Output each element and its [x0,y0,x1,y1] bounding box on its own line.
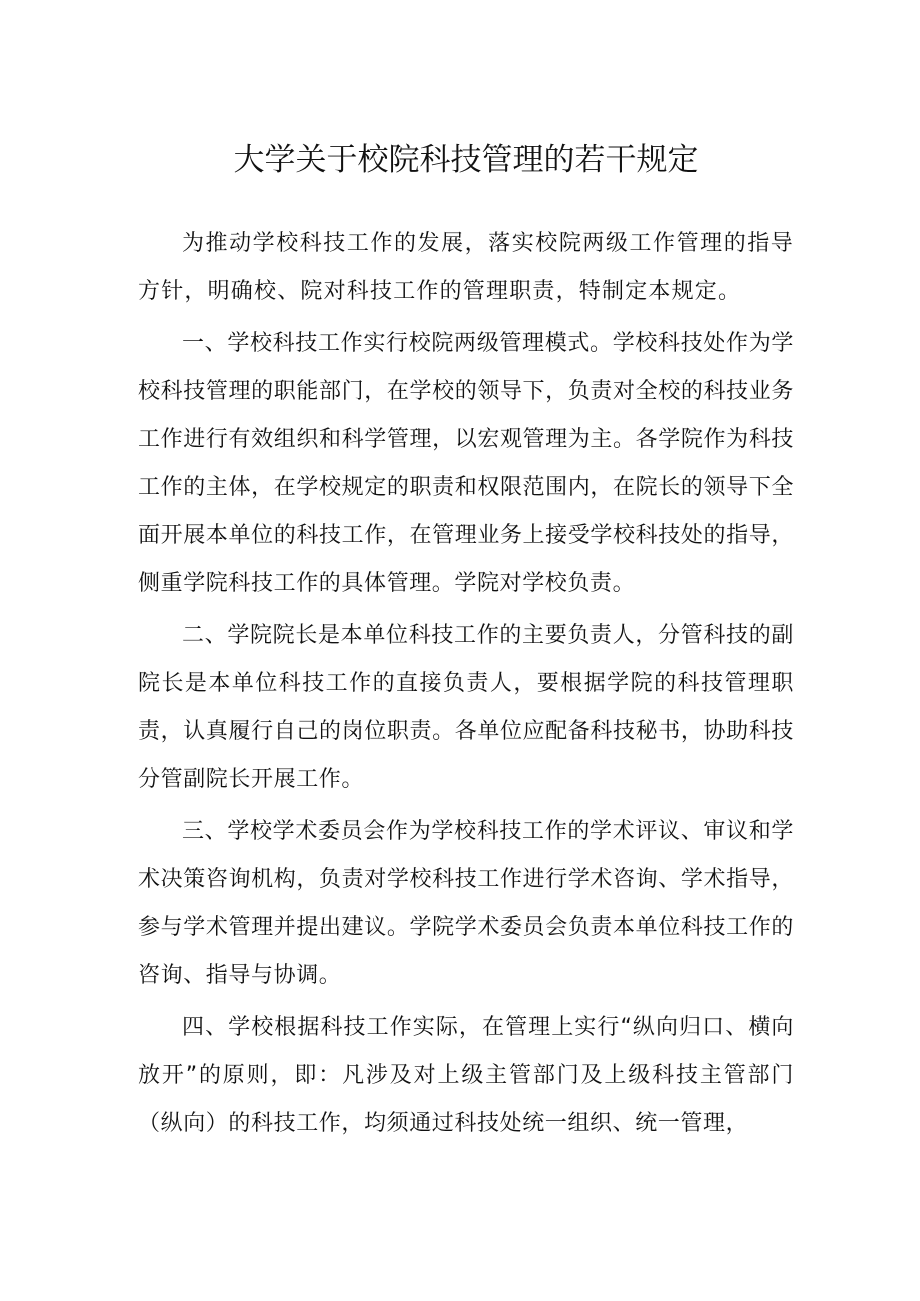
paragraph-4: 四、学校根据科技工作实际，在管理上实行“纵向归口、横向放开”的原则，即：凡涉及对上级主管部门及上级科技主管部门（纵向）的科技工作，均须通过科技处统一组织、统一管理， [138,1015,794,1136]
paragraph-2: 二、学院院长是本单位科技工作的主要负责人，分管科技的副院长是本单位科技工作的直接负责人，要根据学院的科技管理职责，认真履行自己的岗位职责。各单位应配备科技秘书，协助科技分管副院长开展工作。 [138,623,794,792]
document-title: 大学关于校院科技管理的若干规定 [233,142,699,178]
intro-paragraph: 为推动学校科技工作的发展，落实校院两级工作管理的指导方针，明确校、院对科技工作的管理职责，特制定本规定。 [138,231,794,304]
paragraph-3: 三、学校学术委员会作为学校科技工作的学术评议、审议和学术决策咨询机构，负责对学校科技工作进行学术咨询、学术指导，参与学术管理并提出建议。学院学术委员会负责本单位科技工作的咨询、指导与协调。 [138,819,794,988]
paragraph-1: 一、学校科技工作实行校院两级管理模式。学校科技处作为学校科技管理的职能部门，在学校的领导下，负责对全校的科技业务工作进行有效组织和科学管理，以宏观管理为主。各学院作为科技工作的主体，在学校规定的职责和权限范围内，在院长的领导下全面开展本单位的科技工作，在管理业务上接受学校科技处的指导，侧重学院科技工作的具体管理。学院对学校负责。 [138,331,794,596]
